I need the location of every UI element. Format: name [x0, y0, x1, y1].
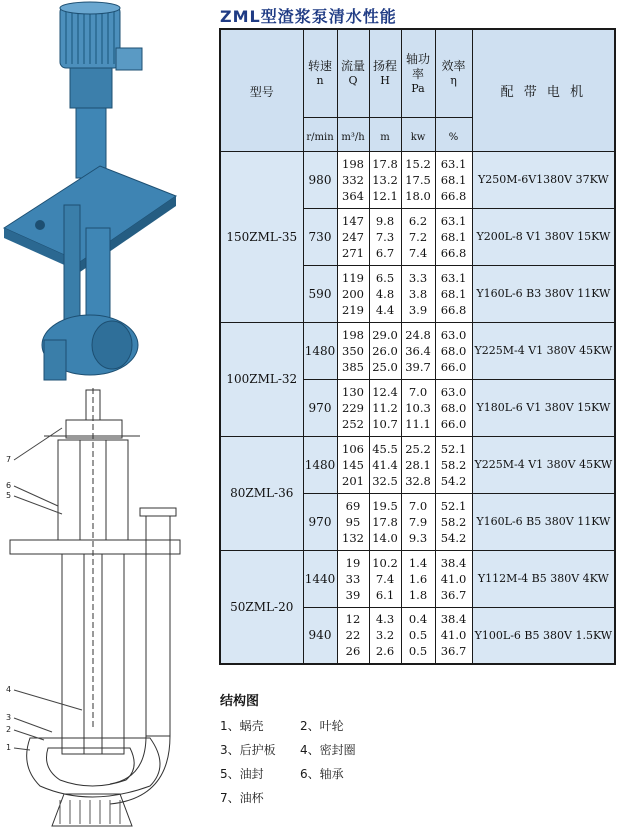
speed-cell: 1440 [303, 550, 337, 607]
eff-value: 63.0 [440, 384, 467, 399]
eff-value: 54.2 [440, 473, 467, 488]
flow-value: 201 [342, 473, 364, 488]
legend-item-5: 5、油封 [220, 766, 264, 781]
flow-value: 147 [342, 213, 364, 228]
flow-value: 106 [342, 441, 364, 456]
callout-6: 6 [6, 481, 12, 490]
head-value: 17.8 [372, 514, 398, 529]
head-value: 4.3 [375, 612, 395, 627]
head-cell [369, 379, 401, 436]
flow-value: 12 [345, 612, 361, 627]
unit-power: kw [401, 117, 435, 151]
power-value: 17.5 [405, 172, 431, 187]
eff-value: 58.2 [440, 514, 467, 529]
flow-value: 119 [342, 270, 364, 285]
legend-item-7: 7、油杯 [220, 790, 264, 805]
eff-cell [435, 379, 472, 436]
flow-value: 95 [345, 514, 361, 529]
eff-value: 52.1 [440, 441, 467, 456]
header-model: 型号 [220, 29, 303, 151]
eff-value: 68.1 [440, 229, 467, 244]
flow-value: 130 [342, 384, 364, 399]
flow-value: 145 [342, 457, 364, 472]
head-value: 10.7 [372, 416, 398, 431]
eff-value: 66.0 [440, 416, 467, 431]
flow-value: 332 [342, 172, 364, 187]
power-value: 6.2 [408, 213, 428, 228]
speed-cell: 940 [303, 607, 337, 664]
model-cell: 80ZML-36 [220, 436, 303, 550]
head-value: 29.0 [372, 327, 398, 342]
power-value: 7.9 [408, 514, 428, 529]
head-value: 32.5 [372, 473, 398, 488]
head-value: 6.5 [375, 270, 395, 285]
power-cell [401, 493, 435, 550]
head-value: 45.5 [372, 441, 398, 456]
eff-value: 68.0 [440, 343, 467, 358]
power-cell [401, 208, 435, 265]
head-value: 7.3 [375, 229, 395, 244]
eff-cell [435, 322, 472, 379]
flow-cell [337, 379, 369, 436]
header-head: 扬程 H [369, 29, 401, 117]
flow-value: 385 [342, 359, 364, 374]
eff-value: 66.8 [440, 188, 467, 203]
eff-value: 54.2 [440, 530, 467, 545]
eff-value: 66.8 [440, 302, 467, 317]
eff-value: 41.0 [440, 628, 467, 643]
flow-value: 33 [345, 571, 361, 586]
flow-value: 219 [342, 302, 364, 317]
callout-2: 2 [6, 725, 12, 734]
eff-value: 36.7 [440, 644, 467, 659]
flow-cell [337, 151, 369, 208]
flow-value: 271 [342, 245, 364, 260]
power-cell [401, 151, 435, 208]
head-value: 11.2 [372, 400, 398, 415]
eff-value: 68.1 [440, 286, 467, 301]
header-motor: 配 带 电 机 [472, 29, 615, 151]
flow-value: 69 [345, 498, 361, 513]
flow-cell [337, 607, 369, 664]
power-value: 3.8 [408, 286, 428, 301]
header-power: 轴功率 Pa [401, 29, 435, 117]
head-value: 19.5 [372, 498, 398, 513]
cross-section-drawing [0, 388, 215, 828]
head-value: 4.4 [375, 302, 395, 317]
head-cell [369, 493, 401, 550]
eff-cell [435, 151, 472, 208]
table-row [220, 151, 615, 208]
flow-cell [337, 493, 369, 550]
head-value: 6.1 [375, 587, 395, 602]
power-cell [401, 436, 435, 493]
flow-value: 22 [345, 628, 361, 643]
pump-photo [0, 0, 200, 388]
motor-cell: Y160L-6 B3 380V 11KW [472, 265, 615, 322]
motor-cell: Y100L-6 B5 380V 1.5KW [472, 607, 615, 664]
performance-table [219, 28, 616, 665]
eff-cell [435, 550, 472, 607]
callout-1: 1 [6, 743, 12, 752]
eff-cell [435, 265, 472, 322]
head-value: 41.4 [372, 457, 398, 472]
speed-cell: 1480 [303, 322, 337, 379]
power-cell [401, 322, 435, 379]
flow-value: 364 [342, 188, 364, 203]
flow-value: 39 [345, 587, 361, 602]
table-row [220, 322, 615, 379]
flow-value: 229 [342, 400, 364, 415]
head-value: 12.4 [372, 384, 398, 399]
eff-value: 38.4 [440, 612, 467, 627]
head-value: 2.6 [375, 644, 395, 659]
power-value: 3.9 [408, 302, 428, 317]
power-value: 39.7 [405, 359, 431, 374]
speed-cell: 730 [303, 208, 337, 265]
flow-value: 198 [342, 327, 364, 342]
motor-cell: Y200L-8 V1 380V 15KW [472, 208, 615, 265]
power-value: 32.8 [405, 473, 431, 488]
eff-value: 58.2 [440, 457, 467, 472]
power-value: 36.4 [405, 343, 431, 358]
head-cell [369, 151, 401, 208]
flow-value: 247 [342, 229, 364, 244]
flow-cell [337, 322, 369, 379]
flow-value: 26 [345, 644, 361, 659]
power-value: 9.3 [408, 530, 428, 545]
motor-cell: Y225M-4 V1 380V 45KW [472, 436, 615, 493]
speed-cell: 970 [303, 493, 337, 550]
eff-value: 66.8 [440, 245, 467, 260]
eff-value: 63.1 [440, 156, 467, 171]
power-value: 0.5 [408, 628, 428, 643]
motor-cell: Y250M-6V1380V 37KW [472, 151, 615, 208]
table-row [220, 550, 615, 607]
power-value: 1.8 [408, 587, 428, 602]
unit-head: m [369, 117, 401, 151]
flow-value: 252 [342, 416, 364, 431]
power-cell [401, 265, 435, 322]
legend-item-1: 1、蜗壳 [220, 718, 264, 733]
table-row [220, 436, 615, 493]
speed-cell: 980 [303, 151, 337, 208]
power-value: 11.1 [405, 416, 431, 431]
head-value: 7.4 [375, 571, 395, 586]
unit-speed: r/min [303, 117, 337, 151]
power-value: 0.5 [408, 644, 428, 659]
flow-cell [337, 436, 369, 493]
power-value: 1.6 [408, 571, 428, 586]
head-value: 6.7 [375, 245, 395, 260]
flow-value: 200 [342, 286, 364, 301]
power-value: 7.0 [408, 498, 428, 513]
flow-cell [337, 265, 369, 322]
power-cell [401, 550, 435, 607]
eff-cell [435, 436, 472, 493]
head-value: 14.0 [372, 530, 398, 545]
power-cell [401, 607, 435, 664]
head-value: 13.2 [372, 172, 398, 187]
legend-item-3: 3、后护板 [220, 742, 276, 757]
eff-value: 38.4 [440, 555, 467, 570]
head-value: 3.2 [375, 628, 395, 643]
callout-5: 5 [6, 491, 12, 500]
power-value: 1.4 [408, 555, 428, 570]
motor-cell: Y112M-4 B5 380V 4KW [472, 550, 615, 607]
head-value: 10.2 [372, 555, 398, 570]
model-cell: 50ZML-20 [220, 550, 303, 664]
head-cell [369, 607, 401, 664]
head-value: 17.8 [372, 156, 398, 171]
motor-cell: Y180L-6 V1 380V 15KW [472, 379, 615, 436]
head-cell [369, 322, 401, 379]
header-flow: 流量 Q [337, 29, 369, 117]
eff-value: 52.1 [440, 498, 467, 513]
flow-cell [337, 550, 369, 607]
power-value: 7.0 [408, 384, 428, 399]
legend-item-2: 2、叶轮 [300, 718, 344, 733]
power-value: 10.3 [405, 400, 431, 415]
power-cell [401, 379, 435, 436]
power-value: 15.2 [405, 156, 431, 171]
power-value: 18.0 [405, 188, 431, 203]
header-speed: 转速 n [303, 29, 337, 117]
unit-efficiency: % [435, 117, 472, 151]
eff-cell [435, 208, 472, 265]
callout-7: 7 [6, 455, 12, 464]
eff-value: 36.7 [440, 587, 467, 602]
speed-cell: 1480 [303, 436, 337, 493]
eff-cell [435, 607, 472, 664]
eff-cell [435, 493, 472, 550]
eff-value: 68.1 [440, 172, 467, 187]
callout-4: 4 [6, 685, 12, 694]
head-value: 9.8 [375, 213, 395, 228]
eff-value: 68.0 [440, 400, 467, 415]
model-cell: 100ZML-32 [220, 322, 303, 436]
power-value: 3.3 [408, 270, 428, 285]
head-value: 12.1 [372, 188, 398, 203]
flow-value: 350 [342, 343, 364, 358]
model-cell: 150ZML-35 [220, 151, 303, 322]
header-efficiency: 效率 η [435, 29, 472, 117]
structure-legend [220, 713, 420, 809]
head-value: 25.0 [372, 359, 398, 374]
head-value: 26.0 [372, 343, 398, 358]
power-value: 7.2 [408, 229, 428, 244]
flow-cell [337, 208, 369, 265]
eff-value: 63.1 [440, 270, 467, 285]
unit-flow: m³/h [337, 117, 369, 151]
head-cell [369, 436, 401, 493]
motor-cell: Y225M-4 V1 380V 45KW [472, 322, 615, 379]
motor-cell: Y160L-6 B5 380V 11KW [472, 493, 615, 550]
flow-value: 198 [342, 156, 364, 171]
eff-value: 63.0 [440, 327, 467, 342]
head-cell [369, 550, 401, 607]
legend-item-6: 6、轴承 [300, 766, 344, 781]
structure-title: 结构图 [220, 694, 260, 709]
head-cell [369, 265, 401, 322]
flow-value: 132 [342, 530, 364, 545]
legend-item-4: 4、密封圈 [300, 742, 356, 757]
power-value: 25.2 [405, 441, 431, 456]
eff-value: 41.0 [440, 571, 467, 586]
eff-value: 66.0 [440, 359, 467, 374]
power-value: 7.4 [408, 245, 428, 260]
power-value: 0.4 [408, 612, 428, 627]
head-cell [369, 208, 401, 265]
speed-cell: 970 [303, 379, 337, 436]
head-value: 4.8 [375, 286, 395, 301]
power-value: 24.8 [405, 327, 431, 342]
page-title: ZML型渣浆泵清水性能 [220, 7, 397, 26]
power-value: 28.1 [405, 457, 431, 472]
eff-value: 63.1 [440, 213, 467, 228]
flow-value: 19 [345, 555, 361, 570]
callout-3: 3 [6, 713, 12, 722]
speed-cell: 590 [303, 265, 337, 322]
